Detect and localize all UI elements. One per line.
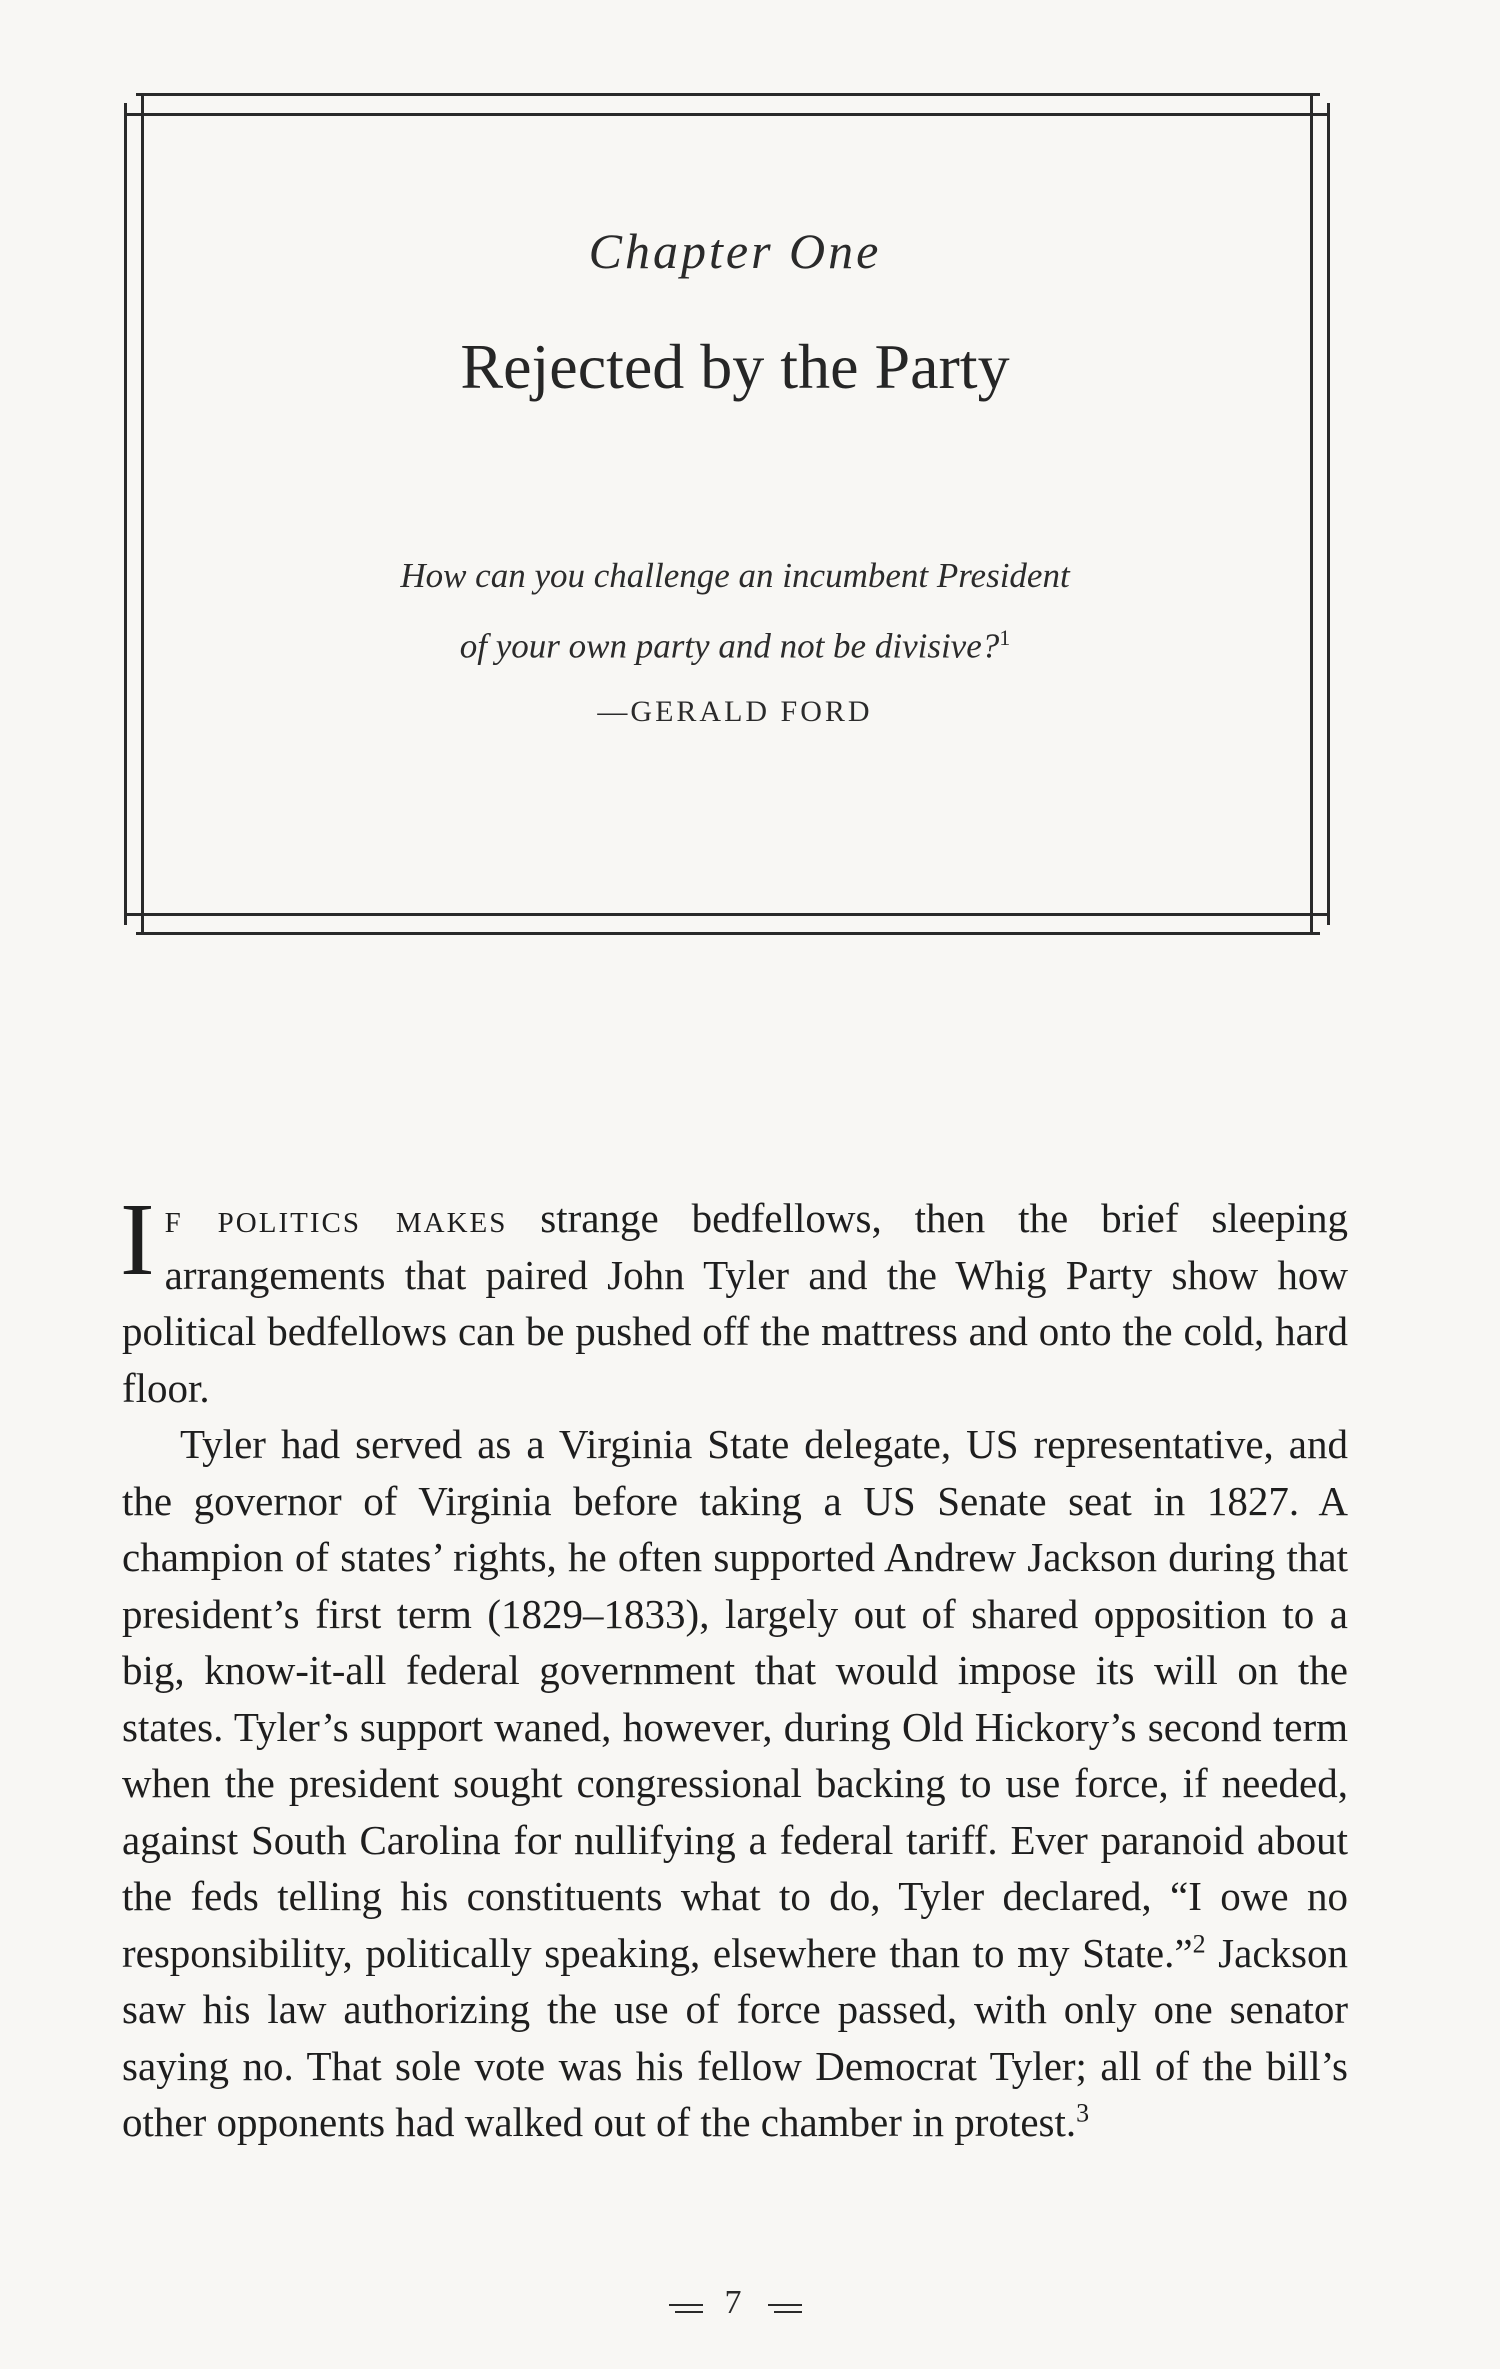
frame-rule bbox=[136, 932, 1320, 935]
lead-in-smallcaps: f politics makes bbox=[164, 1195, 508, 1241]
frame-rule bbox=[124, 113, 1330, 116]
footnote-marker: 2 bbox=[1192, 1928, 1206, 1958]
folio-ornament bbox=[768, 2304, 802, 2306]
epigraph-line-text: of your own party and not be divisive? bbox=[459, 626, 1000, 666]
frame-rule bbox=[124, 913, 1330, 916]
folio-ornament bbox=[669, 2304, 703, 2306]
epigraph-line bbox=[0, 607, 1470, 678]
body-text bbox=[120, 1182, 1349, 2151]
chapter-title: Rejected by the Party bbox=[460, 331, 1010, 402]
paragraph-text: Tyler had served as a Virginia State delegate, US representative, and the governor of Virginia before taking a US Senate seat in 1827. A champion of states’ rights, he often supported Andrew Jackson during that president’s first term (1829–1833), largely out of shared opposition to a big, know-it-all federal government that would impose its will on the states. Tyler’s support waned, however, during Old Hickory’s second term when the president sought congressional backing to use force, if needed, against South Carolina for nullifying a federal tariff. Ever paranoid about the feds telling his constituents what to do, Tyler declared, “I owe no responsibility, politically speaking, elsewhere than to my State.” bbox=[122, 1421, 1348, 1976]
page-number: 7 bbox=[724, 2284, 746, 2321]
frame-rule bbox=[136, 93, 1320, 96]
paragraph-text: Jackson saw his law authorizing the use of force passed, with only one senator saying no. That sole vote was his fellow Democrat Tyler; all of the bill’s other opponents had walked out of the chamber in protest. bbox=[122, 1929, 1348, 2145]
epigraph-line: How can you challenge an incumbent President bbox=[400, 556, 1070, 595]
paragraph-text: strange bedfellows, then the brief sleeping arrangements that paired John Tyler and the Whig Party show how political bedfellows can be pushed off the mattress and onto the cold, hard floor. bbox=[122, 1195, 1349, 1411]
frame-rule bbox=[141, 93, 144, 935]
chapter-label: Chapter One bbox=[588, 223, 882, 279]
paragraph bbox=[120, 1182, 1349, 1416]
footnote-marker: 3 bbox=[1076, 2098, 1090, 2128]
footnote-marker: 1 bbox=[999, 625, 1011, 650]
epigraph-attribution: —GERALD FORD bbox=[597, 695, 873, 728]
frame-rule bbox=[1310, 93, 1313, 935]
chapter-frame bbox=[124, 93, 1330, 935]
page-folio bbox=[0, 2284, 1470, 2322]
epigraph bbox=[0, 545, 1470, 678]
paragraph bbox=[122, 1416, 1348, 2151]
drop-cap: I bbox=[120, 1182, 155, 1297]
